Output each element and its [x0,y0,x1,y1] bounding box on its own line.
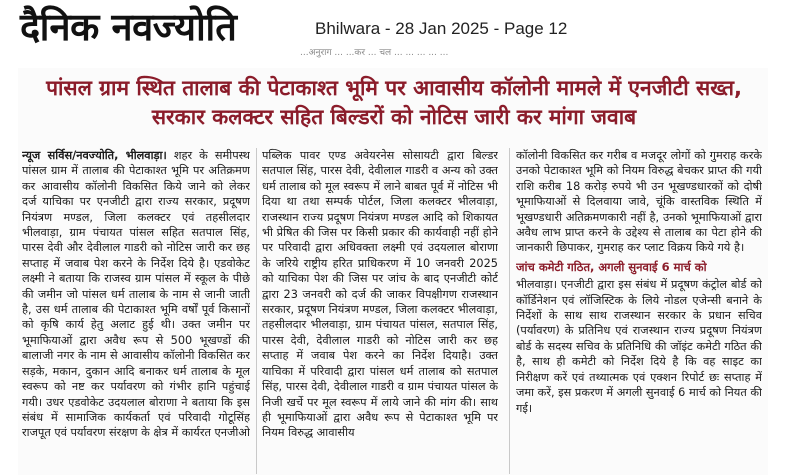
column-divider [509,148,510,474]
newspaper-logo: दैनिक नवज्योति [20,5,237,49]
news-clipping [18,68,768,475]
article-column-1 [22,148,250,474]
column-3-text-a: कॉलोनी विकसित कर गरीब व मजदूर लोगों को गुमराह करके उनको पेटाकाश्त भूमि को नियम विरुद्ध बेचकर प्राप्त की गयी राशि करीब 18 करोड़ रुपये भी उन भूखण्डधारकों को दोषी भूमाफियाओं से दिलवाया जावे, चूंकि वास्तविक स्थिति में भूखण्डधारी अतिक्रमणकारी नहीं है, उनको भूमाफियाओं द्वारा अवैध लाभ प्राप्त करने के उद्देश्य से तालाब का पेटा होने की जानकारी छिपाकर, गुमराह कर प्लाट विक्रय किये गये है। [516,149,762,255]
column-3-text-b: भीलवाड़ा। एनजीटी द्वारा इस संबंध में प्रदूषण कंट्रोल बोर्ड को कॉर्डिनेशन एवं लॉजिस्टिक के लिये नोडल एजेन्सी बनाने के निर्देशों के साथ साथ राजस्थान सरकार के प्रधान सचिव (पर्यावरण) के प्रतिनिध एवं राजस्थान राज्य प्रदूषण नियंत्रण बोर्ड के सदस्य सचिव के प्रतिनिधि की जॉइंट कमेटी गठित की है, साथ ही कमेटी को निर्देश दिये है कि वह साइट का निरीक्षण करें एवं तथ्यात्मक एवं एक्शन रिपोर्ट छः सप्ताह में जमा करें, इस प्रकरण में अगली सुनवाई 6 मार्च को नियत की गई। [516,278,762,415]
dateline: न्यूज सर्विस/नवज्योति, भीलवाड़ा। [22,149,167,162]
article-headline: पांसल ग्राम स्थित तालाब की पेटाकाश्त भूमि पर आवासीय कॉलोनी मामले में एनजीटी सख्त, सरकार कलक्टर सहित बिल्डरों को नोटिस जारी कर मांगा जवाब [46,76,742,129]
column-2-text: पब्लिक पावर एण्ड अवेयरनेस सोसायटी द्वारा बिल्डर सतपाल सिंह, पारस देवी, देवीलाल गाडरी व अन्य को उक्त धर्म तालाब को मूल स्वरूप में लाने बाबत पूर्व में नोटिस भी दिया था तथा सम्पर्क पोर्टल, जिला कलक्टर भीलवाड़ा, राजस्थान राज्य प्रदूषण नियंत्रण मण्डल आदि को शिकायत भी प्रेषित की जिस पर किसी प्रकार की कार्यवाही नहीं होने पर परिवादी द्वारा अधिवक्ता लक्ष्मी एवं उदयलाल बोराणा के जरिये राष्ट्रीय हरित प्राधिकरण में 10 जनवरी 2025 को याचिका पेश की जिस पर जांच के बाद एनजीटी कोर्ट द्वारा 23 जनवरी को दर्ज की जाकर विपक्षीगण राजस्थान सरकार, प्रदूषण नियंत्रण मण्डल, जिला कलक्टर भीलवाड़ा, तहसीलदार भीलवाड़ा, ग्राम पंचायत पांसल, सतपाल सिंह, पारस देवी, देवीलाल गाडरी को नोटिस जारी कर छह सप्ताह में जवाब पेश करने का निर्देश दियाहै। उक्त याचिका में परिवादी द्वारा पांसल धर्म तालाब को सतपाल सिंह, पारस देवी, देवीलाल गाडरी व ग्राम पंचायत पांसल के निजी खर्चे पर मूल स्वरूप में लाये जाने की मांग की। साथ ही भूमाफियाओं द्वारा अवैध रूप से पेटाकाश्त भूमि पर नियम विरुद्ध आवासीय [262,149,498,440]
clipped-text-strip: ...अनुराग ... ...कर ... चल ... ... ... ... ... [300,48,449,58]
edition-info: Bhilwara - 28 Jan 2025 - Page 12 [315,19,568,38]
article-column-3 [516,148,762,474]
article-column-2 [262,148,498,474]
column-1-paragraph [22,148,250,441]
column-1-text: शहर के समीपस्थ पांसल ग्राम में तालाब की पेटाकाश्त भूमि पर अतिक्रमण कर आवासीय कॉलोनी विकसित किये जाने को लेकर दर्ज याचिका पर एनजीटी द्वारा राज्य सरकार, प्रदूषण नियंत्रण मण्डल, जिला कलक्टर एवं तहसीलदार भीलवाड़ा, ग्राम पंचायत पांसल सहित सतपाल सिंह, पारस देवी और देवीलाल गाडरी को नोटिस जारी कर छह सप्ताह में जवाब पेश करने के निर्देश दिये है। एडवोकेट लक्ष्मी ने बताया कि राजस्व ग्राम पांसल में स्कूल के पीछे की जमीन जो पांसल धर्म तालाब के नाम से जानी जाती है, उस धर्म तालाब की पेटाकाश्त भूमि वर्षों पूर्व किसानों को कृषि कार्य हेतु अलाट हुई थी। उक्त जमीन पर भूमाफियाओं द्वारा अवैध रूप से 500 भूखण्डों की बालाजी नगर के नाम से आवासीय कॉलोनी विकसित कर सड़के, मकान, दुकान आदि बनाकर धर्म तालाब के मूल स्वरूप को नष्ट कर पर्यावरण को गंभीर हानि पहुंचाई गयी। उधर एडवोकेट उदयलाल बोराणा ने बताया कि इस संबंध में सामाजिक कार्यकर्ता एवं परिवादी गोटूसिंह राजपूत एवं पर्यावरण संरक्षण के क्षेत्र में कार्यरत एनजीओ [22,149,250,440]
column-divider [256,148,257,474]
article-subheading: जांच कमेटी गठित, अगली सुनवाई 6 मार्च को [516,259,707,274]
masthead [0,0,788,60]
